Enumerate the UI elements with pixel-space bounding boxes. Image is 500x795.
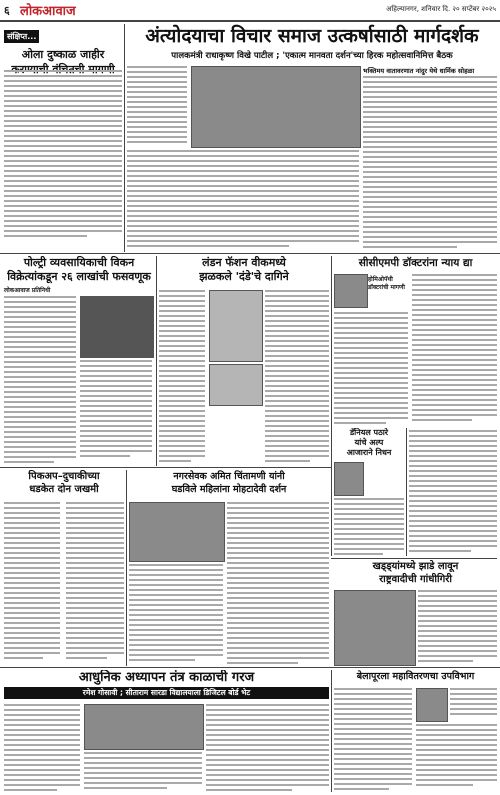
nagarsevak-story: [129, 470, 329, 666]
adhunik-subhead: रमेश गोसावी ; सीताराम सारडा विद्यालयाला डिजिटल बोर्ड भेट: [4, 687, 329, 699]
poultry-story: [4, 256, 154, 466]
main-story-subhead: पालकमंत्री राधाकृष्ण विखे पाटील ; 'एकात्म मानवता दर्शन'च्या हिरक महोत्सवानिमित्त बैठक: [171, 51, 453, 61]
obituary-headline: डॅनियल पठारे यांचे अल्प आजाराने निधन: [346, 428, 392, 457]
belapur-headline: बेलापूरला महावितरणचा उपविभाग: [356, 671, 475, 682]
nagarsevak-photo: [129, 502, 225, 562]
newspaper-logo: लोकआवाज: [20, 4, 76, 19]
adhunik-story: [4, 670, 329, 792]
brief-headline: ओला दुष्काळ जाहीर: [21, 48, 105, 61]
ccmp-headline: सीसीएमपी डॉक्टरांना न्याय द्या: [358, 257, 473, 269]
main-story-text-1: [127, 66, 187, 146]
belapur-story: [334, 670, 497, 792]
london-headline: लंडन फॅशन वीकमध्ये झळकले 'दंडे'चे दागिने: [199, 256, 289, 283]
main-story: [127, 24, 497, 252]
masthead: [0, 0, 500, 20]
london-story: [159, 256, 329, 466]
ccmp-story: [334, 256, 497, 426]
nagarsevak-headline: नगरसेवक अमित चिंतामणी यांनी घडविले महिलांना मोहटादेवी दर्शन: [171, 471, 287, 495]
khaddha-photo: [334, 590, 416, 666]
page-number: ६: [4, 4, 10, 17]
date-line: अहिल्यानगर, शनिवार दि. २० सप्टेंबर २०२५: [386, 5, 496, 13]
pickup-story: [4, 470, 124, 666]
poultry-byline: लोकआवाज प्रतिनिधी: [4, 287, 51, 294]
jewellery-photo-2: [209, 364, 263, 406]
main-story-headline: अंत्योदयाचा विचार समाज उत्कर्षासाठी मार्गदर्शक: [145, 25, 479, 47]
side-story-headline: भक्तिमय वातावरणात नांदुर येथे धार्मिक सोहळा: [363, 67, 475, 75]
adhunik-photo: [84, 704, 204, 750]
jewellery-photo-1: [209, 290, 263, 362]
poultry-headline: पोल्ट्री व्यवसायिकाची विकन विक्रेत्यांकडून २६ लाखांची फसवणूक: [7, 256, 151, 283]
adhunik-headline: आधुनिक अध्यापन तंत्र काळाची गरज: [78, 670, 255, 685]
khaddha-headline-block: [334, 560, 497, 666]
khaddha-headline: खड्ड्यांमध्ये झाडे लावून राष्ट्रवादीची गांधीगिरी: [372, 561, 459, 585]
brief-column: [4, 24, 122, 252]
pickup-headline: पिकअप–दुचाकीच्या धडकेत दोन जखमी: [28, 471, 100, 495]
brief-body-text: [4, 70, 122, 252]
ccmp-subhead: होमिओपॅथी डॉक्टरांची मागणी: [368, 276, 405, 291]
main-story-text-2: [127, 150, 359, 250]
side-story: [363, 66, 497, 252]
brief-label: संक्षिप्त...: [4, 30, 39, 43]
poultry-photo: [80, 296, 154, 358]
belapur-portrait: [416, 688, 448, 722]
doctor-portrait: [334, 274, 368, 308]
main-story-photo: [191, 66, 361, 148]
